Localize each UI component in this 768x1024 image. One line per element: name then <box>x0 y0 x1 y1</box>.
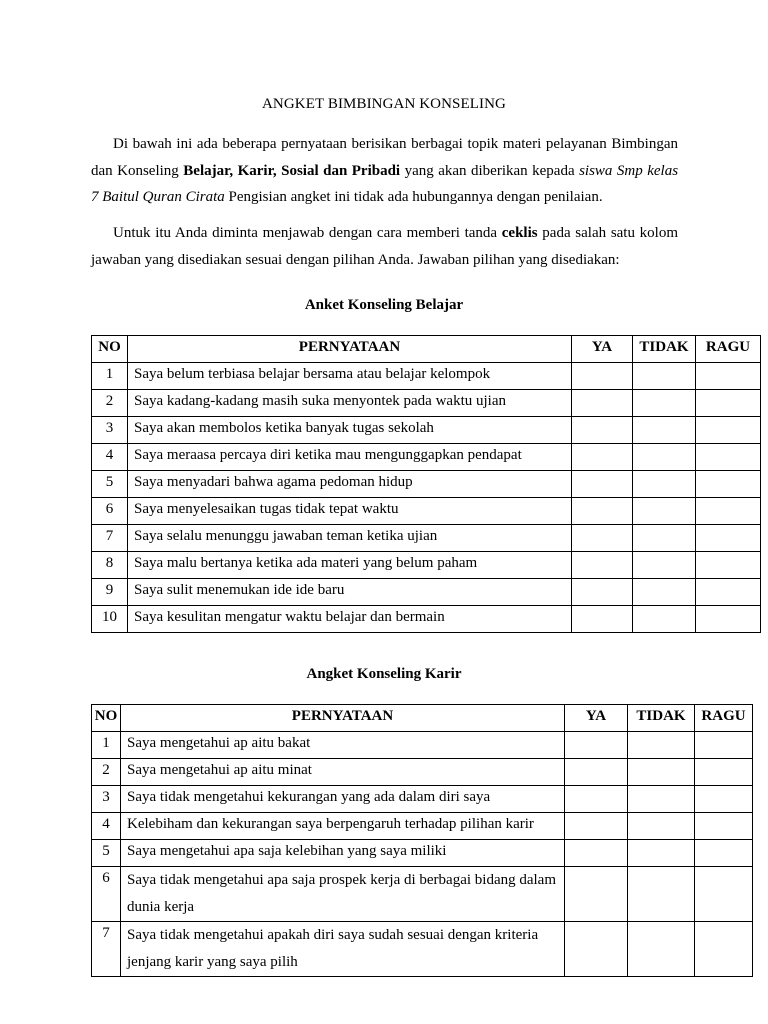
answer-cell-ya[interactable] <box>565 840 628 867</box>
answer-cell-ya[interactable] <box>565 732 628 759</box>
answer-cell-ragu[interactable] <box>696 579 761 606</box>
header-no: NO <box>92 336 128 363</box>
table-row <box>92 471 761 498</box>
section-title-belajar: Anket Konseling Belajar <box>304 297 464 313</box>
answer-cell-ya[interactable] <box>572 471 633 498</box>
answer-cell-ya[interactable] <box>572 390 633 417</box>
header-ya: YA <box>565 705 628 732</box>
answer-cell-ragu[interactable] <box>695 922 753 977</box>
answer-cell-ya[interactable] <box>572 525 633 552</box>
answer-cell-ya[interactable] <box>572 579 633 606</box>
answer-cell-ya[interactable] <box>572 417 633 444</box>
row-number: 10 <box>92 606 128 633</box>
answer-cell-tidak[interactable] <box>628 813 695 840</box>
row-statement: Saya sulit menemukan ide ide baru <box>128 579 572 606</box>
row-number: 6 <box>92 867 121 922</box>
answer-cell-ragu[interactable] <box>696 498 761 525</box>
row-statement: Saya akan membolos ketika banyak tugas sekolah <box>128 417 572 444</box>
row-number: 5 <box>92 471 128 498</box>
answer-cell-tidak[interactable] <box>628 759 695 786</box>
table-row <box>92 759 753 786</box>
answer-cell-ya[interactable] <box>572 606 633 633</box>
table-row <box>92 390 761 417</box>
section-title-karir: Angket Konseling Karir <box>306 666 462 682</box>
row-statement: Saya kadang-kadang masih suka menyontek pada waktu ujian <box>128 390 572 417</box>
answer-cell-tidak[interactable] <box>633 606 696 633</box>
row-number: 1 <box>92 363 128 390</box>
answer-cell-ya[interactable] <box>565 867 628 922</box>
table-row <box>92 444 761 471</box>
row-statement: Saya tidak mengetahui apa saja prospek kerja di berbagai bidang dalam dunia kerja <box>121 867 565 922</box>
intro-paragraph-1 <box>91 131 678 211</box>
answer-cell-tidak[interactable] <box>633 444 696 471</box>
answer-cell-tidak[interactable] <box>633 390 696 417</box>
answer-cell-ya[interactable] <box>565 922 628 977</box>
row-statement: Saya meraasa percaya diri ketika mau mengunggapkan pendapat <box>128 444 572 471</box>
table-row <box>92 732 753 759</box>
answer-cell-ya[interactable] <box>572 552 633 579</box>
answer-cell-tidak[interactable] <box>628 867 695 922</box>
intro1-italic-target: siswa Smp kelas 7 Baitul Quran Cirata <box>91 162 679 205</box>
intro2-text-2: pada salah satu kolom jawaban yang disediakan sesuai dengan pilihan Anda. Jawaban pilihan yang disediakan: <box>91 225 679 268</box>
header-pernyataan: PERNYATAAN <box>128 336 572 363</box>
answer-cell-ya[interactable] <box>572 498 633 525</box>
document-title: ANGKET BIMBINGAN KONSELING <box>262 96 506 112</box>
table-header-row <box>92 705 753 732</box>
row-number: 1 <box>92 732 121 759</box>
header-pernyataan: PERNYATAAN <box>121 705 565 732</box>
row-number: 8 <box>92 552 128 579</box>
table-row <box>92 840 753 867</box>
row-statement: Saya kesulitan mengatur waktu belajar dan bermain <box>128 606 572 633</box>
row-statement: Saya belum terbiasa belajar bersama atau belajar kelompok <box>128 363 572 390</box>
answer-cell-ragu[interactable] <box>696 552 761 579</box>
answer-cell-ragu[interactable] <box>695 840 753 867</box>
answer-cell-tidak[interactable] <box>628 922 695 977</box>
intro1-text-3: Pengisian angket ini tidak ada hubungannya dengan penilaian. <box>224 189 603 205</box>
intro1-bold-topics: Belajar, Karir, Sosial dan Pribadi <box>183 162 401 179</box>
row-statement: Saya mengetahui ap aitu minat <box>121 759 565 786</box>
answer-cell-tidak[interactable] <box>633 498 696 525</box>
answer-cell-tidak[interactable] <box>628 786 695 813</box>
row-statement: Saya menyadari bahwa agama pedoman hidup <box>128 471 572 498</box>
header-no: NO <box>92 705 121 732</box>
table-row <box>92 363 761 390</box>
answer-cell-ragu[interactable] <box>695 732 753 759</box>
table-row <box>92 417 761 444</box>
answer-cell-ya[interactable] <box>565 759 628 786</box>
intro1-text-2: yang akan diberikan kepada <box>400 162 580 179</box>
table-row <box>92 606 761 633</box>
table-row <box>92 579 761 606</box>
row-statement: Saya mengetahui apa saja kelebihan yang saya miliki <box>121 840 565 867</box>
answer-cell-ya[interactable] <box>572 363 633 390</box>
answer-cell-tidak[interactable] <box>633 552 696 579</box>
row-statement: Saya tidak mengetahui kekurangan yang ada dalam diri saya <box>121 786 565 813</box>
answer-cell-ya[interactable] <box>565 786 628 813</box>
row-statement: Saya malu bertanya ketika ada materi yang belum paham <box>128 552 572 579</box>
table-row <box>92 525 761 552</box>
answer-cell-tidak[interactable] <box>633 579 696 606</box>
row-statement: Saya menyelesaikan tugas tidak tepat waktu <box>128 498 572 525</box>
answer-cell-ragu[interactable] <box>695 813 753 840</box>
header-tidak: TIDAK <box>633 336 696 363</box>
answer-cell-ya[interactable] <box>565 813 628 840</box>
answer-cell-ragu[interactable] <box>696 417 761 444</box>
row-number: 3 <box>92 786 121 813</box>
row-number: 4 <box>92 444 128 471</box>
intro2-bold-ceklis: ceklis <box>501 225 538 241</box>
table-row <box>92 922 753 977</box>
answer-cell-tidak[interactable] <box>633 471 696 498</box>
row-number: 6 <box>92 498 128 525</box>
answer-cell-tidak[interactable] <box>628 840 695 867</box>
answer-cell-ragu[interactable] <box>696 525 761 552</box>
answer-cell-ragu[interactable] <box>696 363 761 390</box>
table-row <box>92 498 761 525</box>
table-belajar-body <box>92 363 761 633</box>
answer-cell-tidak[interactable] <box>628 732 695 759</box>
row-number: 3 <box>92 417 128 444</box>
header-ragu: RAGU <box>696 336 761 363</box>
row-statement: Kelebiham dan kekurangan saya berpengaruh terhadap pilihan karir <box>121 813 565 840</box>
row-number: 2 <box>92 390 128 417</box>
answer-cell-ragu[interactable] <box>696 390 761 417</box>
row-number: 9 <box>92 579 128 606</box>
answer-cell-ragu[interactable] <box>696 444 761 471</box>
table-row <box>92 786 753 813</box>
intro1-text-1: Di bawah ini ada beberapa pernyataan berisikan berbagai topik materi pelayanan Bimbingan dan Konseling <box>91 136 678 179</box>
row-number: 2 <box>92 759 121 786</box>
row-number: 7 <box>92 525 128 552</box>
answer-cell-tidak[interactable] <box>633 363 696 390</box>
answer-cell-ragu[interactable] <box>695 786 753 813</box>
table-belajar <box>91 335 761 633</box>
row-number: 4 <box>92 813 121 840</box>
answer-cell-ya[interactable] <box>572 444 633 471</box>
answer-cell-tidak[interactable] <box>633 525 696 552</box>
table-karir-body <box>92 732 753 977</box>
row-statement: Saya selalu menunggu jawaban teman ketika ujian <box>128 525 572 552</box>
intro2-text-1: Untuk itu Anda diminta menjawab dengan cara memberi tanda <box>113 225 502 241</box>
answer-cell-tidak[interactable] <box>633 417 696 444</box>
header-ragu: RAGU <box>695 705 753 732</box>
table-row <box>92 552 761 579</box>
answer-cell-ragu[interactable] <box>695 867 753 922</box>
answer-cell-ragu[interactable] <box>695 759 753 786</box>
row-number: 5 <box>92 840 121 867</box>
intro-paragraph-2 <box>91 220 678 273</box>
row-statement: Saya tidak mengetahui apakah diri saya sudah sesuai dengan kriteria jenjang karir yang saya pilih <box>121 922 565 977</box>
row-number: 7 <box>92 922 121 977</box>
answer-cell-ragu[interactable] <box>696 606 761 633</box>
table-row <box>92 813 753 840</box>
header-ya: YA <box>572 336 633 363</box>
header-tidak: TIDAK <box>628 705 695 732</box>
row-statement: Saya mengetahui ap aitu bakat <box>121 732 565 759</box>
table-karir <box>91 704 753 977</box>
table-row <box>92 867 753 922</box>
answer-cell-ragu[interactable] <box>696 471 761 498</box>
table-header-row <box>92 336 761 363</box>
